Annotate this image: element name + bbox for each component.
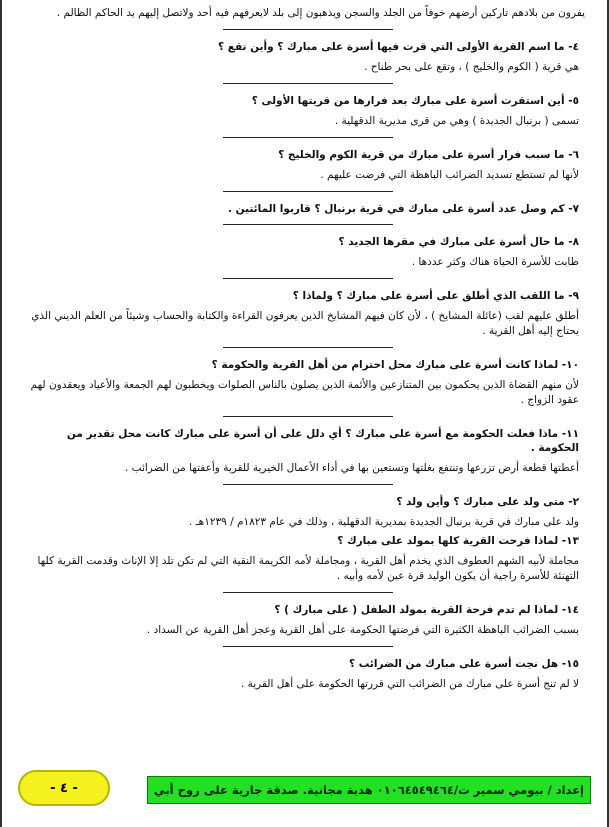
qa-item-14 bbox=[30, 603, 585, 638]
answer-text: ولد على مبارك في قرية برنبال الجديدة بمديرية الدقهلية ، وذلك في عام ١٨٢٣م / ١٢٣٩هـ . bbox=[188, 516, 579, 528]
qa-item-10 bbox=[30, 358, 585, 408]
answer-text: طابت للأسرة الحياة هناك وكثر عددها . bbox=[411, 256, 579, 268]
separator-line bbox=[223, 416, 393, 417]
page-content bbox=[30, 6, 585, 692]
answer-text: هي قرية ( الكوم والخليج ) ، وتقع على بحر طناح . bbox=[364, 61, 579, 73]
question-text: ٥- أين استقرت أسرة على مبارك بعد فرارها من قريتها الأولى ؟ bbox=[251, 95, 579, 107]
answer-text: مجاملة لأبيه الشهم العطوف الذي يخدم أهل القرية ، ومجاملة لأمه الكريمة النقية التي لم تكن تلد إلا الإناث وقدمت القرية كلها التهنئة للأسرة راجية أن يكون الوليد قرة عين لأمه وأبيه . bbox=[37, 555, 579, 582]
question-text: ٩- ما اللقب الذي أطلق على أسرة على مبارك ؟ ولماذا ؟ bbox=[292, 290, 579, 302]
page-number-badge: - ٤ - bbox=[18, 770, 110, 806]
separator-line bbox=[223, 83, 393, 84]
question-text: ٢- متى ولد على مبارك ؟ وأين ولد ؟ bbox=[396, 496, 579, 508]
separator-line bbox=[223, 592, 393, 593]
question-text: ٨- ما حال أسرة على مبارك في مقرها الجديد ؟ bbox=[338, 236, 579, 248]
question-text: ٤- ما اسم القرية الأولى التي قرت فيها أسرة على مبارك ؟ وأين تقع ؟ bbox=[218, 41, 579, 53]
question-text: ١٤- لماذا لم تدم فرحة القرية بمولد الطفل ( على مبارك ) ؟ bbox=[274, 604, 579, 616]
qa-item-12 bbox=[30, 495, 585, 530]
author-credit-banner: إعداد / بيومي سمير ت/٠١٠٦٤٥٤٩٤٦٤ هدية مجانية. صدقة جارية على روح أبي bbox=[147, 776, 591, 804]
separator-line bbox=[223, 29, 393, 30]
separator-line bbox=[223, 484, 393, 485]
qa-item-6 bbox=[30, 148, 585, 183]
separator-line bbox=[223, 224, 393, 225]
question-text: ٧- كم وصل عدد أسرة على مبارك في قرية برنبال ؟ قاربوا المائتين . bbox=[228, 203, 579, 215]
answer-text: أعطتها قطعة أرض تزرعها وتنتفع بغلتها وتستعين بها في أداء الأعمال الخيرية للقرية وأعفتها من الضرائب . bbox=[124, 462, 579, 474]
answer-text: بسبب الضرائب الباهظة الكثيرة التي فرضتها الحكومة على أهل القرية وعجز أهل القرية عن السداد . bbox=[146, 624, 579, 636]
qa-item-13 bbox=[30, 534, 585, 584]
question-text: ٦- ما سبب فرار أسرة على مبارك من قرية الكوم والخليج ؟ bbox=[278, 149, 579, 161]
qa-item-5 bbox=[30, 94, 585, 129]
answer-text: أطلق عليهم لقب (عائلة المشايخ ) ، لأن كان فيهم المشايخ الذين يعرفون القراءة والكتابة والحساب وشيئاً من العلم الديني الذي يحتاج إليه أهل القرية . bbox=[31, 310, 579, 337]
question-text: ١٥- هل نجت أسرة على مبارك من الضرائب ؟ bbox=[349, 658, 579, 670]
separator-line bbox=[223, 137, 393, 138]
separator-line bbox=[223, 347, 393, 348]
question-text: ١٣- لماذا فرحت القرية كلها بمولد على مبارك ؟ bbox=[337, 535, 579, 547]
answer-text: لا لم تنج أسرة على مبارك من الضرائب التي قررتها الحكومة على أهل القرية . bbox=[240, 678, 579, 690]
qa-item-7 bbox=[30, 202, 585, 216]
question-text: ١١- ماذا فعلت الحكومة مع أسرة على مبارك ؟ أي دلل على أن أسرة على مبارك كانت محل تقدير من الحكومة . bbox=[66, 428, 579, 454]
qa-item-4 bbox=[30, 40, 585, 75]
separator-line bbox=[223, 191, 393, 192]
qa-item-8 bbox=[30, 235, 585, 270]
answer-text: لأن منهم القضاة الذين يحكمون بين المتنازعين والأئمة الذين يصلون بالناس الصلوات ويخطبون لهم الجمعة والأعياد ويعقدون لهم عقود الزواج . bbox=[30, 379, 579, 406]
qa-item-9 bbox=[30, 289, 585, 339]
intro-paragraph: يفرون من بلادهم تاركين أرضهم خوفاً من الجلد والسجن ويذهبون إلى بلد لايعرفهم فيه أحد ولاتصل إليهم يد الحاكم الظالم . bbox=[56, 7, 585, 19]
answer-text: تسمى ( برنبال الجديدة ) وهي من قرى مديرية الدقهلية . bbox=[334, 115, 579, 127]
answer-text: لأنها لم تستطع تسديد الضرائب الباهظة التي فرضت عليهم . bbox=[320, 169, 579, 181]
separator-line bbox=[223, 278, 393, 279]
page-footer bbox=[18, 770, 591, 810]
qa-item-15 bbox=[30, 657, 585, 692]
question-text: ١٠- لماذا كانت أسرة على مبارك محل احترام من أهل القرية والحكومة ؟ bbox=[211, 359, 579, 371]
separator-line bbox=[223, 646, 393, 647]
qa-item-11 bbox=[30, 427, 585, 476]
